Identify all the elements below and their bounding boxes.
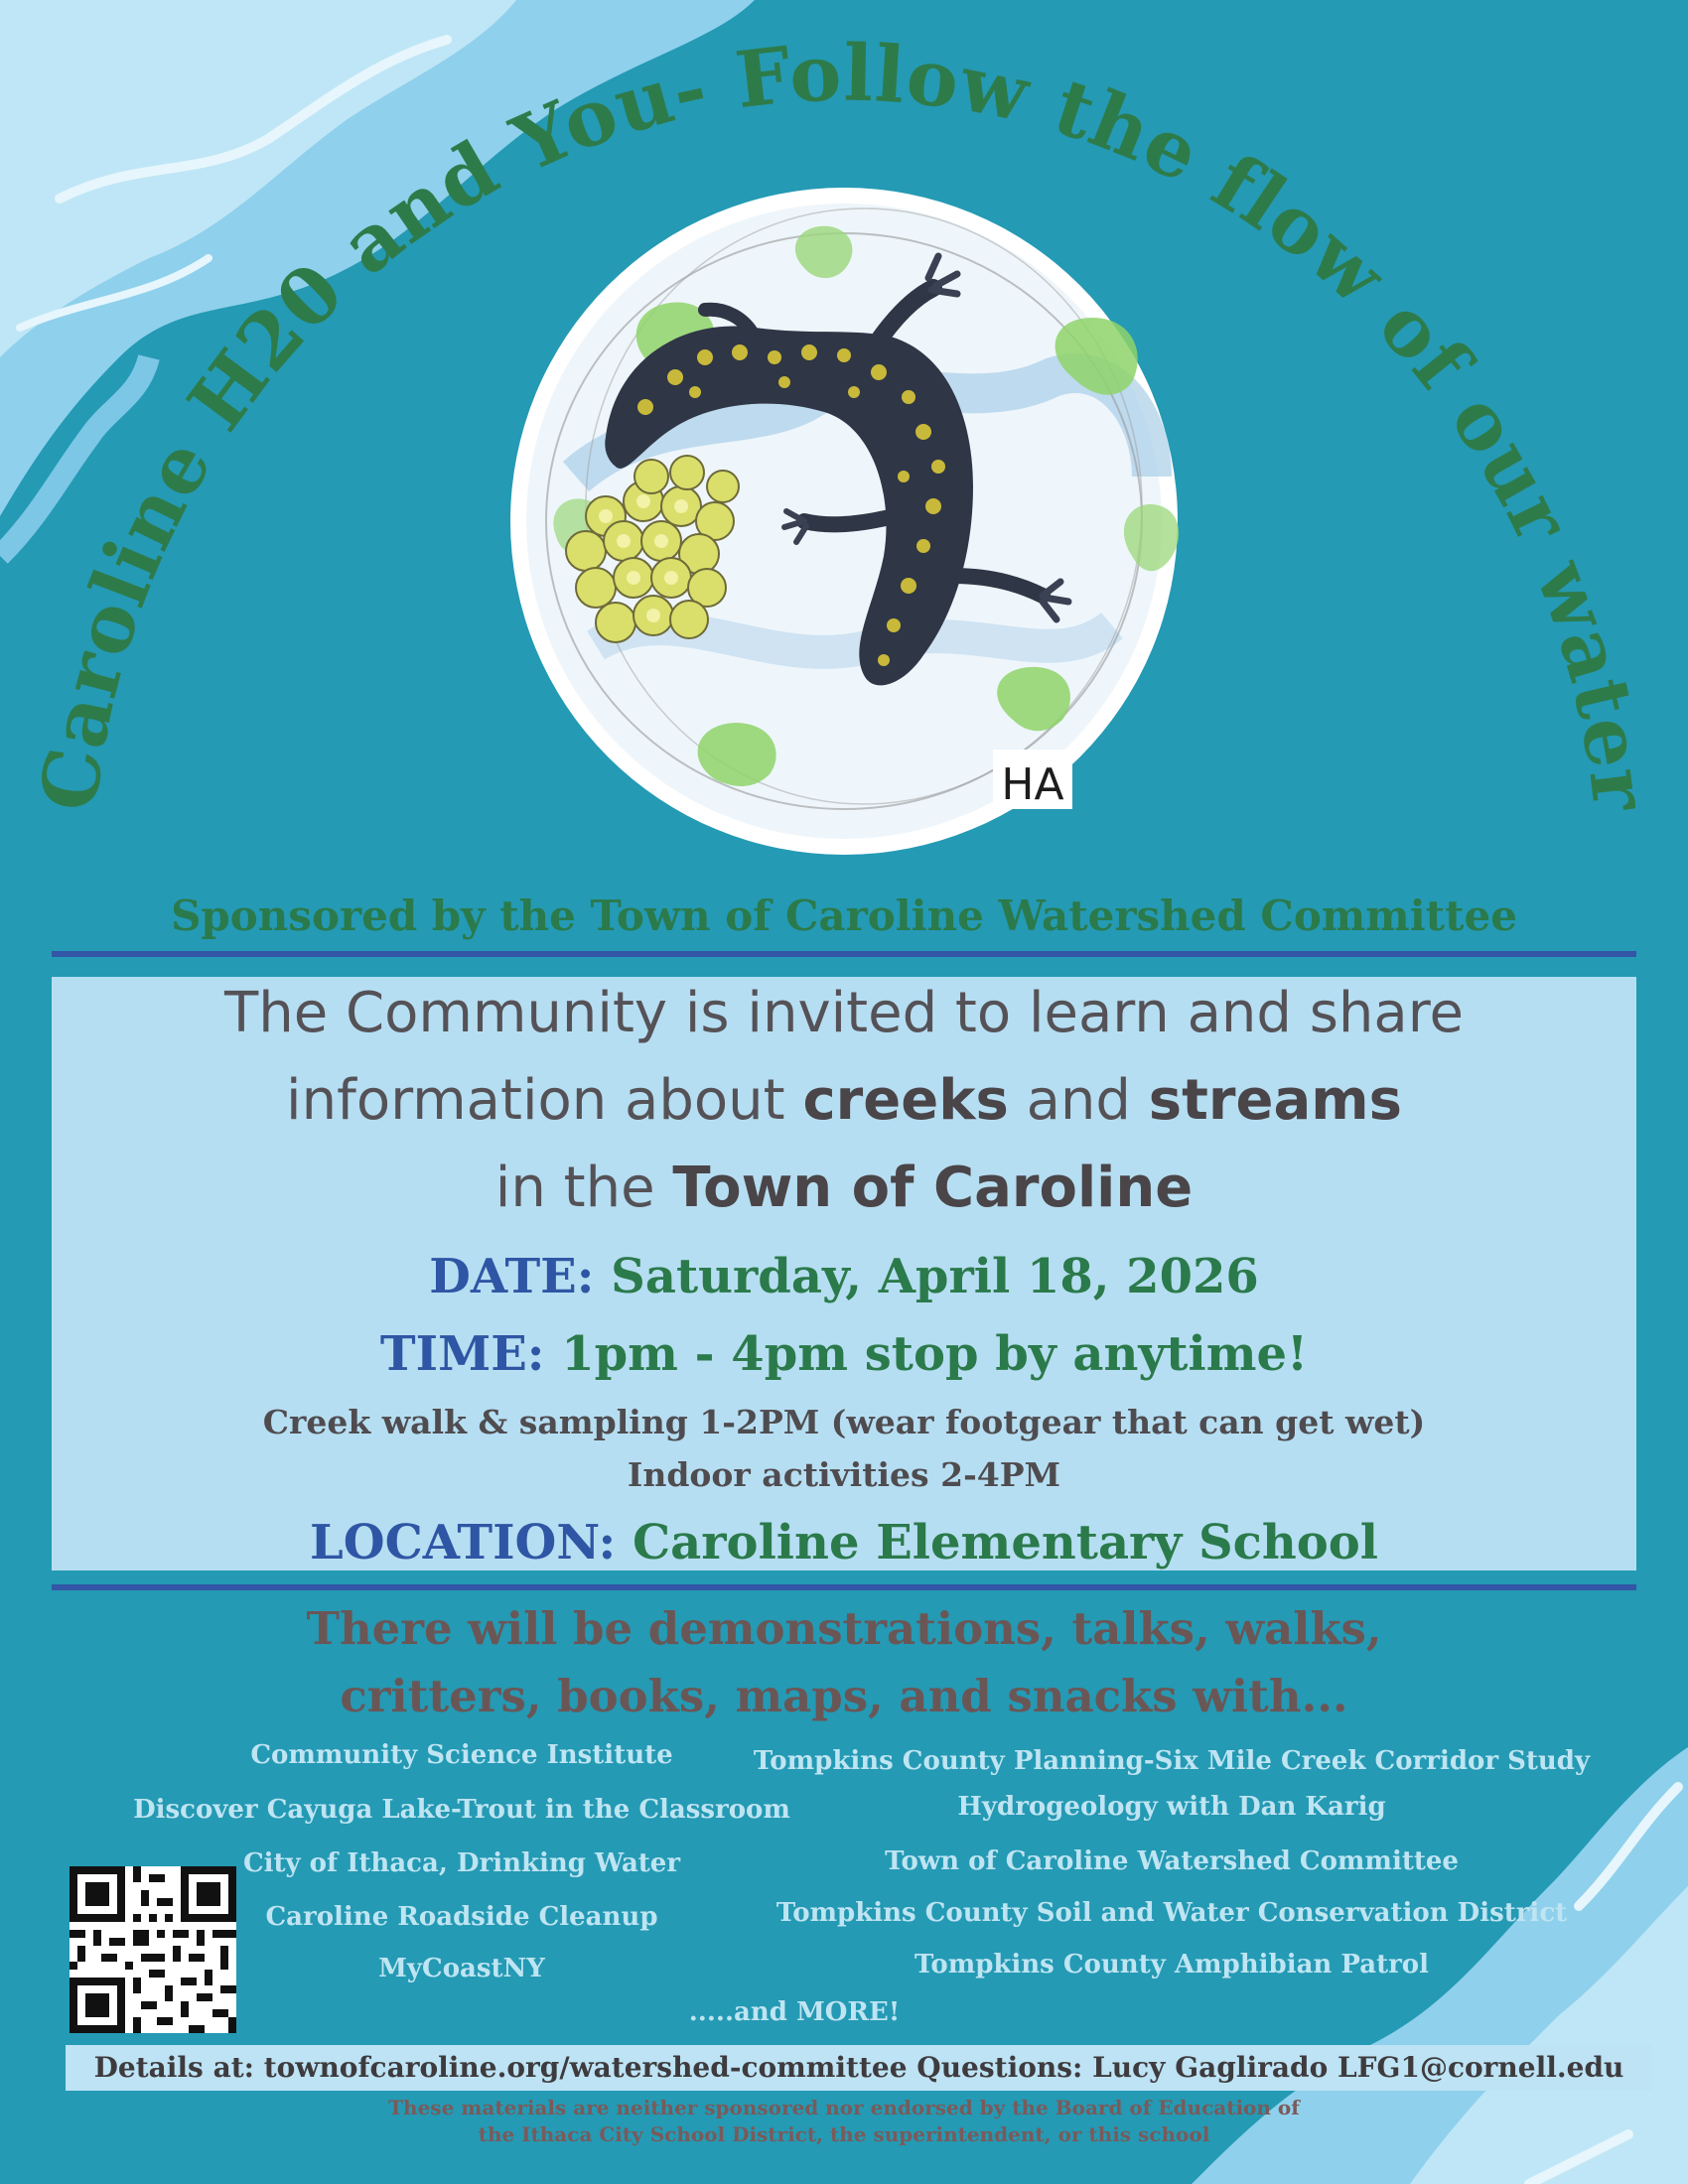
divider-top xyxy=(52,951,1636,957)
org-right-1: Tompkins County Planning-Six Mile Creek Corridor Study xyxy=(753,1746,1591,1776)
and-more-text: .....and MORE! xyxy=(688,1997,901,2027)
intro-line-3: in the Town of Caroline xyxy=(494,1156,1194,1220)
org-left-4: Caroline Roadside Cleanup xyxy=(265,1902,658,1932)
org-left-5: MyCoastNY xyxy=(378,1954,545,1983)
org-right-5: Tompkins County Amphibian Patrol xyxy=(914,1950,1430,1979)
time-row xyxy=(52,1326,1636,1382)
org-left-2: Discover Cayuga Lake-Trout in the Classroom xyxy=(133,1795,790,1825)
location-label: LOCATION: xyxy=(310,1515,617,1570)
schedule-line-2: Indoor activities 2-4PM xyxy=(627,1455,1061,1494)
location-value: Caroline Elementary School xyxy=(616,1515,1378,1570)
org-right-3: Town of Caroline Watershed Committee xyxy=(885,1846,1459,1876)
date-row xyxy=(52,1249,1636,1304)
time-value: 1pm - 4pm stop by anytime! xyxy=(544,1326,1309,1382)
date-value: Saturday, April 18, 2026 xyxy=(594,1249,1259,1304)
date-label: DATE: xyxy=(429,1249,595,1304)
org-left-3: City of Ithaca, Drinking Water xyxy=(242,1848,681,1878)
demo-line-1: There will be demonstrations, talks, walks, xyxy=(306,1602,1382,1655)
disclaimer-line-2: the Ithaca City School District, the superintendent, or this school xyxy=(478,2122,1210,2146)
disclaimer-line-1: These materials are neither sponsored nor endorsed by the Board of Education of xyxy=(388,2096,1300,2119)
title-arc-text: Caroline H20 and You- Follow the flow of our water xyxy=(23,28,1666,816)
location-row xyxy=(52,1515,1636,1570)
divider-bottom xyxy=(52,1584,1636,1590)
details-text[interactable]: Details at: townofcaroline.org/watershed-committee Questions: Lucy Gaglirado LFG1@cornell.edu xyxy=(93,2051,1624,2084)
artist-initials: HA xyxy=(1001,759,1064,810)
demo-line-2: critters, books, maps, and snacks with... xyxy=(340,1670,1348,1722)
org-right-2: Hydrogeology with Dan Karig xyxy=(957,1792,1386,1822)
org-right-4: Tompkins County Soil and Water Conservation District xyxy=(775,1898,1568,1928)
intro-line-1: The Community is invited to learn and share xyxy=(224,981,1464,1045)
intro-line-2: information about creeks and streams xyxy=(286,1068,1402,1133)
time-label: TIME: xyxy=(379,1326,545,1382)
salamander-illustration xyxy=(457,179,1231,864)
qr-code-icon[interactable] xyxy=(70,1866,236,2033)
schedule-line-1: Creek walk & sampling 1-2PM (wear footgear that can get wet) xyxy=(262,1403,1426,1441)
sponsor-line: Sponsored by the Town of Caroline Watershed Committee xyxy=(171,891,1517,940)
org-left-1: Community Science Institute xyxy=(250,1740,673,1770)
